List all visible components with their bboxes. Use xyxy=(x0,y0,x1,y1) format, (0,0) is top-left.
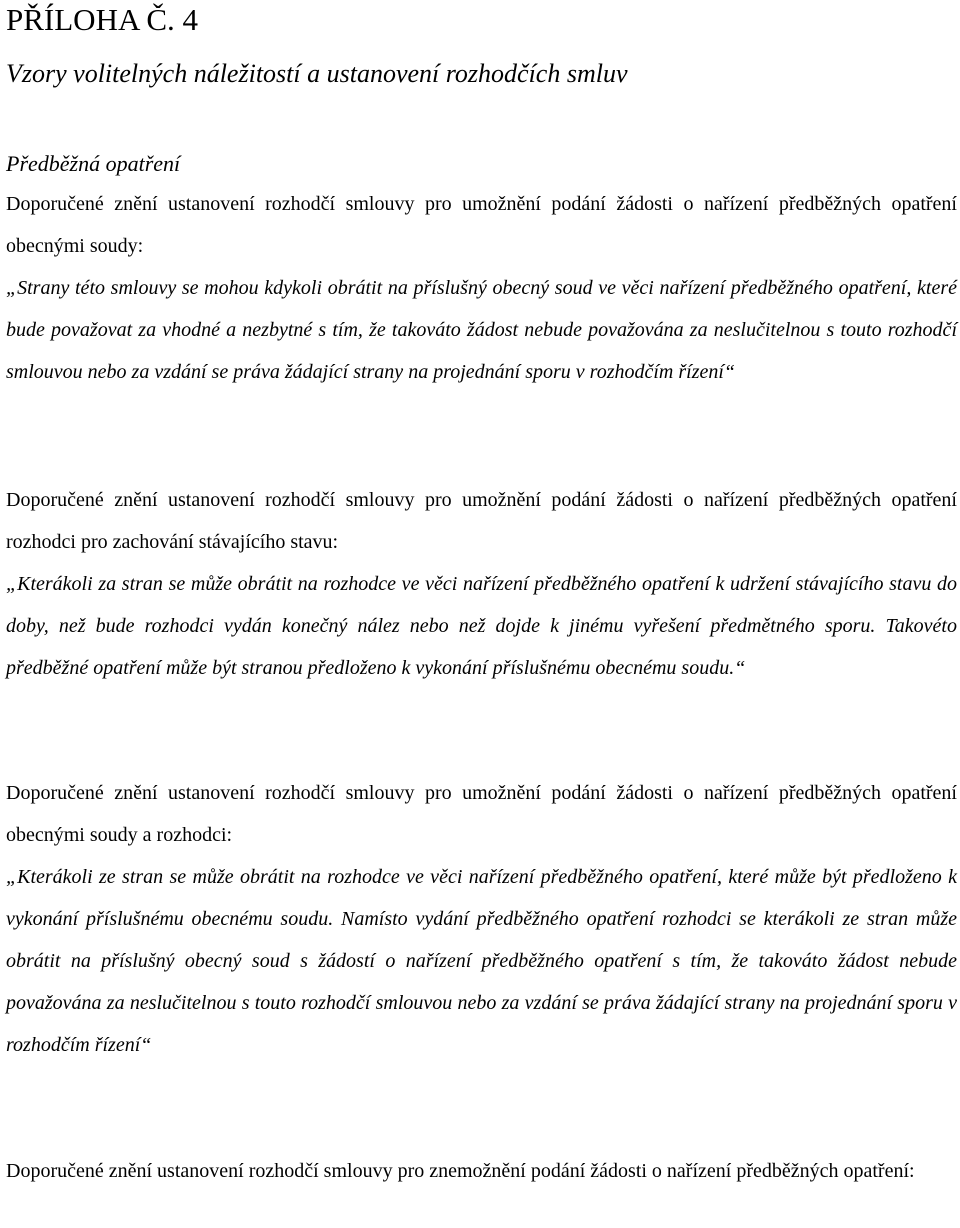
clause-intro: Doporučené znění ustanovení rozhodčí smlouvy pro umožnění podání žádosti o nařízení předběžných opatření obecnými soudy a rozhodci: xyxy=(6,782,957,846)
clause-text: „Kterákoli ze stran se může obrátit na rozhodce ve věci nařízení předběžného opatření, které může být předloženo k vykonání příslušnému obecnému soudu. Namísto vydání předběžného opatření rozhodci se kterákoli ze stran může obrátit na příslušný obecný soud s žádostí o nařízení předběžného opatření s tím, že takováto žádost nebude považována za neslučitelnou s touto rozhodčí smlouvou nebo za vzdání se práva žádající strany na projednání sporu v rozhodčím řízení“ xyxy=(6,866,957,1056)
section-heading: Předběžná opatření xyxy=(6,151,181,176)
clause-block-courts-and-arbitrators xyxy=(6,772,957,1066)
clause-block-arbitrators xyxy=(6,479,957,689)
clause-text: „Kterákoli za stran se může obrátit na rozhodce ve věci nařízení předběžného opatření k udržení stávajícího stavu do doby, než bude rozhodci vydán konečný nález nebo než dojde k jinému vyřešení předmětného sporu. Takovéto předběžné opatření může být stranou předloženo k vykonání příslušnému obecnému soudu.“ xyxy=(6,573,957,679)
clause-block-general-courts xyxy=(6,183,957,393)
clause-block-prevention xyxy=(6,1150,957,1192)
clause-intro: Doporučené znění ustanovení rozhodčí smlouvy pro umožnění podání žádosti o nařízení předběžných opatření obecnými soudy: xyxy=(6,193,957,257)
document-subtitle: Vzory volitelných náležitostí a ustanovení rozhodčích smluv xyxy=(6,59,628,88)
appendix-title: PŘÍLOHA Č. 4 xyxy=(6,2,199,37)
clause-text: „Strany této smlouvy se mohou kdykoli obrátit na příslušný obecný soud ve věci nařízení předběžného opatření, které bude považovat za vhodné a nezbytné s tím, že takováto žádost nebude považována za neslučitelnou s touto rozhodčí smlouvou nebo za vzdání se práva žádající strany na projednání sporu v rozhodčím řízení“ xyxy=(6,277,957,383)
clause-intro: Doporučené znění ustanovení rozhodčí smlouvy pro umožnění podání žádosti o nařízení předběžných opatření rozhodci pro zachování stávajícího stavu: xyxy=(6,489,957,553)
clause-intro: Doporučené znění ustanovení rozhodčí smlouvy pro znemožnění podání žádosti o nařízení předběžných opatření: xyxy=(6,1160,915,1182)
